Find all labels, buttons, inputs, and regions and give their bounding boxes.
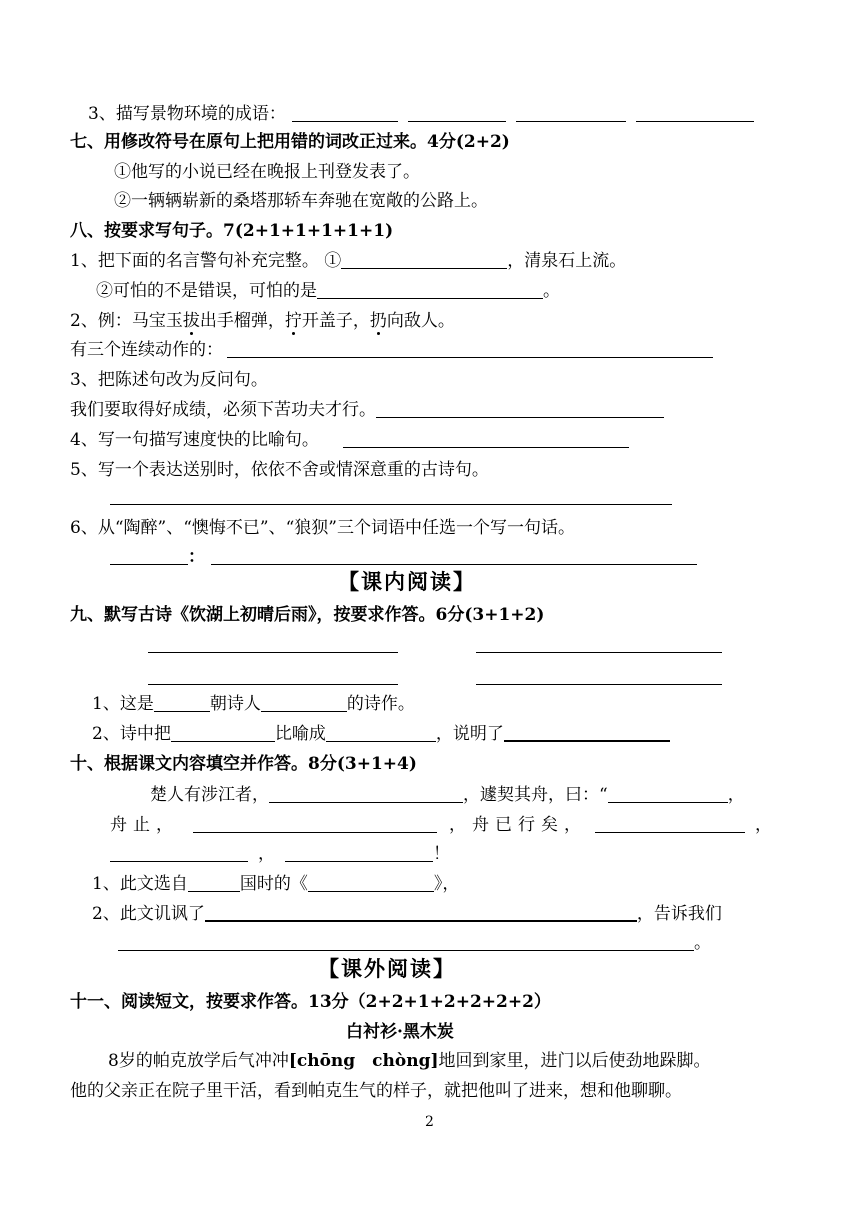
poem-line[interactable] — [148, 652, 398, 653]
section-8-q3-sentence: 我们要取得好成绩，必须下苦功夫才行。 — [70, 398, 664, 422]
answer-blank[interactable] — [326, 723, 436, 742]
answer-blank[interactable] — [227, 339, 713, 358]
answer-blank[interactable] — [110, 843, 248, 862]
section-10-passage-line-3: ， ！ — [110, 842, 450, 866]
section-10-passage-line-2: 舟止， ，舟已行矣， ， — [110, 815, 772, 835]
poem-line[interactable] — [148, 684, 398, 685]
answer-blank[interactable] — [211, 546, 697, 565]
section-7-item-1: ①他写的小说已经在晚报上刊登发表了。 — [114, 162, 420, 182]
section-8-q1-part2: ②可怕的不是错误，可怕的是 。 — [96, 281, 560, 301]
answer-blank[interactable] — [154, 693, 210, 712]
section-10-passage-line-1: 楚人有涉江者， ，遽契其舟，曰：“ ， — [150, 785, 745, 805]
story-paragraph-1: 8岁的帕克放学后气冲冲[chōng chòng]地回到家里，进门以后使劲地跺脚。 — [108, 1051, 711, 1071]
answer-blank[interactable] — [343, 429, 629, 448]
answer-blank[interactable] — [171, 723, 275, 742]
word-blank[interactable] — [110, 546, 188, 565]
answer-blank[interactable] — [269, 784, 463, 803]
section-7-item-2: ②一辆辆崭新的桑塔那轿车奔驰在宽敞的公路上。 — [114, 191, 488, 211]
section-8-q6-answer: ： — [110, 545, 697, 569]
section-8-q3: 3、把陈述句改为反问句。 — [70, 370, 268, 390]
heading-extracurricular-reading: 【课外阅读】 — [318, 956, 456, 981]
section-9-q1: 1、这是 朝诗人 的诗作。 — [92, 694, 415, 714]
answer-line[interactable] — [110, 504, 672, 505]
section-8-q6: 6、从“陶醉”、“懊悔不已”、“狼狈”三个词语中任选一个写一句话。 — [70, 518, 575, 538]
answer-blank[interactable] — [504, 722, 670, 742]
answer-blank[interactable] — [188, 873, 240, 892]
section-8-q2: 2、例：马宝玉拔出手榴弹，拧开盖子，扔向敌人。 — [70, 311, 455, 331]
heading-in-class-reading: 【课内阅读】 — [338, 569, 476, 594]
poem-line[interactable] — [476, 652, 722, 653]
section-8-title: 八、按要求写句子。7(2+1+1+1+1+1) — [70, 221, 394, 241]
section-11-title: 十一、阅读短文，按要求作答。13分（2+2+1+2+2+2+2） — [70, 992, 551, 1012]
answer-blank[interactable] — [341, 250, 507, 269]
answer-blank[interactable] — [608, 784, 728, 803]
section-8-q1: 1、把下面的名言警句补充完整。 ① ，清泉石上流。 — [70, 251, 627, 271]
section-9-title: 九、默写古诗《饮湖上初晴后雨》，按要求作答。6分(3+1+2) — [70, 605, 545, 625]
answer-blank[interactable] — [376, 399, 664, 418]
poem-line[interactable] — [476, 684, 722, 685]
section-8-q2-answer: 有三个连续动作的： — [70, 338, 713, 362]
answer-blank[interactable] — [308, 873, 434, 892]
story-title: 白衬衫·黑木炭 — [346, 1022, 454, 1042]
section-7-title: 七、用修改符号在原句上把用错的词改正过来。4分(2+2) — [70, 132, 510, 152]
section-10-q1: 1、此文选自 国时的《 》， — [92, 874, 460, 894]
answer-blank[interactable] — [595, 814, 745, 833]
story-paragraph-2: 他的父亲正在院子里干活，看到帕克生气的样子，就把他叫了进来，想和他聊聊。 — [70, 1081, 682, 1101]
section-10-q2-answer: 。 — [118, 931, 711, 955]
answer-blank[interactable] — [118, 932, 694, 951]
answer-blank[interactable] — [317, 280, 543, 299]
answer-blank[interactable] — [261, 693, 347, 712]
section-8-q5: 5、写一个表达送别时，依依不舍或情深意重的古诗句。 — [70, 460, 489, 480]
section-9-q2: 2、诗中把 比喻成 ，说明了 — [92, 722, 670, 746]
answer-blank[interactable] — [193, 814, 437, 833]
idiom-question: 3、描写景物环境的成语： — [88, 102, 754, 126]
section-10-q2: 2、此文讥讽了 ，告诉我们 — [92, 904, 722, 924]
page-number: 2 — [425, 1114, 434, 1130]
answer-blank[interactable] — [285, 843, 433, 862]
section-8-q4: 4、写一句描写速度快的比喻句。 — [70, 428, 629, 452]
answer-blank[interactable] — [205, 902, 637, 922]
section-10-title: 十、根据课文内容填空并作答。8分(3+1+4) — [70, 754, 417, 774]
